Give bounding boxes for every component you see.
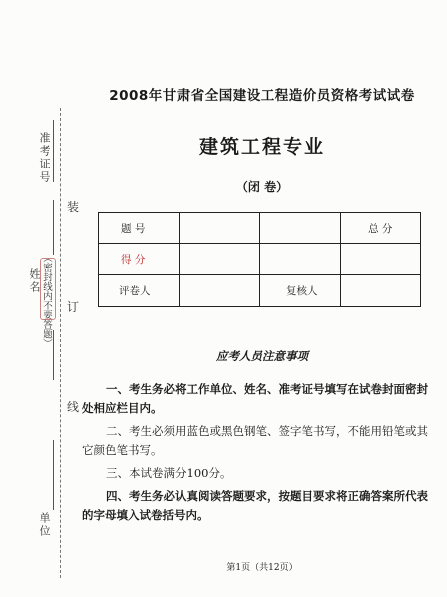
question-cell[interactable] [179,213,260,244]
notes-title: 应考人员注意事项 [216,349,308,363]
closed-book-label: （闭 卷） [235,180,289,194]
unit-field-line [53,440,54,510]
binding-mark-ding: 订 [67,300,80,314]
reviewer-label: 复核人 [260,275,341,307]
exam-id-field[interactable] [53,120,54,182]
reviewer-cell[interactable] [340,275,421,307]
binding-dashed-line [60,108,61,578]
score-table-row [99,213,421,244]
total-score-label: 总 分 [340,213,421,244]
exam-title: 2008年甘肃省全国建设工程造价员资格考试试卷 [109,88,415,104]
exam-id-label: 准考证号 [38,132,51,184]
score-cell[interactable] [179,244,260,275]
question-cell[interactable] [260,213,341,244]
sealed-line-note: （密封线内不要答题） [41,253,52,348]
score-table-row [99,244,421,275]
note-item: 二、考生必须用蓝色或黑色钢笔、签字笔书写，不能用铅笔或其它颜色笔书写。 [82,424,428,457]
score-cell[interactable] [260,244,341,275]
question-number-label: 题 号 [99,213,180,244]
note-item: 四、考生务必认真阅读答题要求，按题目要求将正确答案所代表的字母填入试卷括号内。 [82,489,428,522]
note-item: 三、本试卷满分100分。 [106,466,232,480]
notes-list [82,380,434,529]
grader-label: 评卷人 [99,275,180,307]
note-item: 一、考生务必将工作单位、姓名、准考证号填写在试卷封面密封处相应栏目内。 [82,382,428,415]
name-field[interactable] [53,330,54,380]
score-table [98,212,421,307]
score-label: 得 分 [99,244,180,275]
unit-label: 单位 [38,512,51,538]
page-number: 第1页（共12页） [226,563,298,573]
red-stamp-mark [40,258,56,320]
total-score-cell[interactable] [340,244,421,275]
name-label: 姓名 [28,268,41,294]
grader-cell[interactable] [179,275,260,307]
score-table-row [99,275,421,307]
binding-mark-zhuang: 装 [67,200,80,214]
exam-subject: 建筑工程专业 [198,136,325,158]
name-field-line [53,200,54,255]
binding-mark-xian: 线 [67,400,80,414]
